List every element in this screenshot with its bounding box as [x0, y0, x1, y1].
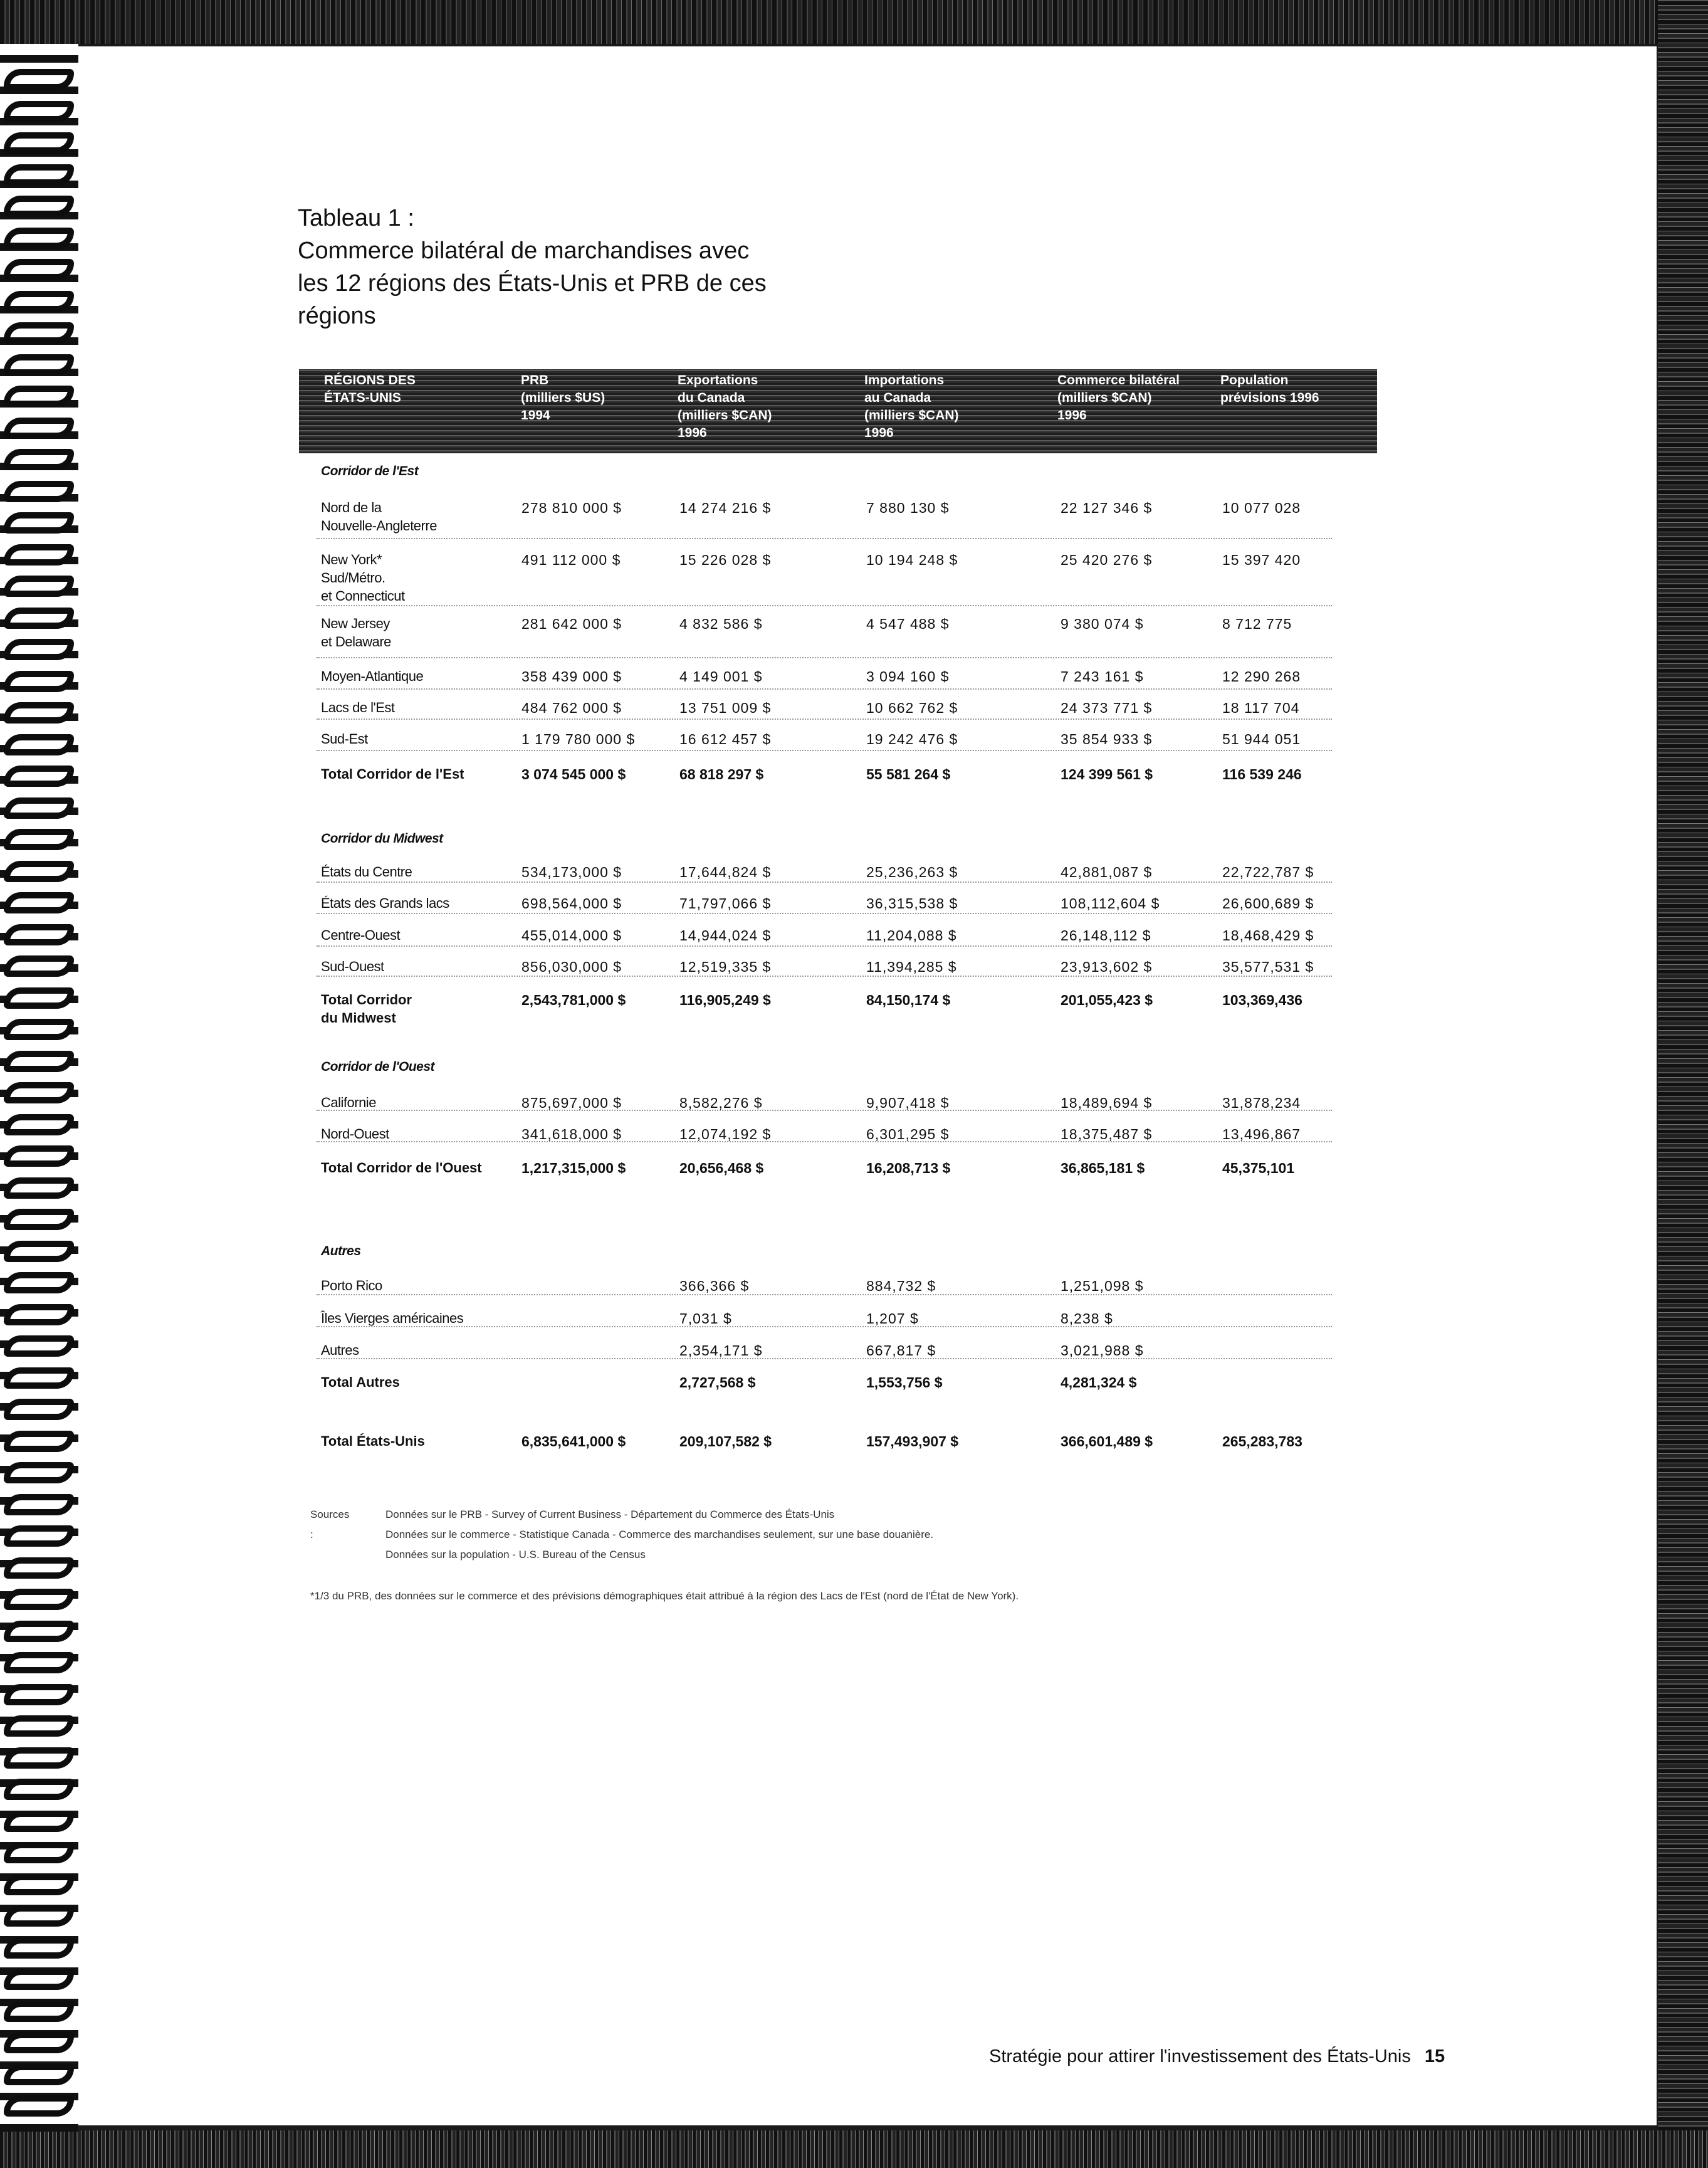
table-cell: 209,107,582 $ — [679, 1433, 772, 1450]
spiral-coil — [4, 955, 74, 977]
title-line: Tableau 1 : — [298, 205, 414, 231]
row-label-line: Nord-Ouest — [321, 1126, 389, 1142]
table-cell: 534,173,000 $ — [521, 864, 622, 880]
spiral-coil — [4, 576, 74, 597]
sources-line: Données sur la population - U.S. Bureau of the Census — [385, 1549, 646, 1560]
table-cell: 11,394,285 $ — [866, 959, 957, 975]
spiral-coil — [4, 797, 74, 819]
table-cell: 18 117 704 — [1222, 700, 1300, 716]
spiral-coil — [4, 386, 74, 407]
table-title — [298, 202, 862, 332]
title-line: les 12 régions des États-Unis et PRB de ces — [298, 270, 767, 297]
row-label-line: Sud-Est — [321, 731, 368, 747]
table-cell: 455,014,000 $ — [521, 927, 622, 944]
table-cell: 18,468,429 $ — [1222, 927, 1314, 944]
section-heading: Corridor de l'Est — [321, 464, 419, 478]
spiral-coil — [4, 1652, 74, 1673]
spiral-coil — [4, 861, 74, 882]
spiral-coil — [4, 924, 74, 945]
spiral-coil — [4, 1019, 74, 1040]
table-cell: 84,150,174 $ — [866, 992, 951, 1008]
table-cell: 4 832 586 $ — [679, 616, 763, 632]
spiral-coil — [4, 512, 74, 534]
spiral-coil — [4, 1367, 74, 1389]
table-cell: 1,553,756 $ — [866, 1374, 943, 1391]
table-cell: 15 226 028 $ — [679, 552, 772, 568]
spiral-coil — [4, 2001, 74, 2022]
table-cell: 19 242 476 $ — [866, 731, 958, 747]
table-cell: 10 194 248 $ — [866, 552, 958, 568]
spiral-coil — [4, 354, 74, 376]
section-heading: Corridor de l'Ouest — [321, 1060, 435, 1074]
row-label-line: Porto Rico — [321, 1278, 382, 1293]
table-cell: 2,543,781,000 $ — [521, 992, 626, 1008]
spiral-coil — [4, 892, 74, 913]
table-cell: 18,489,694 $ — [1061, 1095, 1153, 1111]
spiral-coil — [4, 1589, 74, 1610]
spiral-coil — [4, 2095, 74, 2117]
table-header — [299, 369, 1377, 453]
table-cell: 31,878,234 — [1222, 1095, 1301, 1111]
table-cell: 3 094 160 $ — [866, 668, 950, 685]
table-cell: 35 854 933 $ — [1061, 731, 1153, 747]
column-header-line: RÉGIONS DES — [324, 373, 416, 387]
spiral-coil — [4, 1874, 74, 1895]
column-header-line: 1996 — [864, 426, 894, 440]
spiral-coil — [4, 829, 74, 850]
section-heading: Corridor du Midwest — [321, 831, 443, 846]
spiral-coil — [4, 1747, 74, 1769]
table-cell: 1,207 $ — [866, 1310, 919, 1327]
spiral-coil — [4, 987, 74, 1009]
spiral-coil — [4, 164, 74, 186]
spiral-coil — [4, 1621, 74, 1642]
spiral-coil — [4, 1241, 74, 1262]
table-cell: 71,797,066 $ — [679, 895, 772, 912]
table-cell: 8,238 $ — [1061, 1310, 1113, 1327]
table-cell: 281 642 000 $ — [521, 616, 622, 632]
column-header-line: prévisions 1996 — [1220, 391, 1319, 405]
spiral-coil — [4, 228, 74, 249]
table-cell: 278 810 000 $ — [521, 500, 622, 516]
spiral-coil — [4, 322, 74, 344]
row-label-line: États des Grands lacs — [321, 895, 449, 911]
row-label-line: Sud/Métro. — [321, 570, 385, 586]
table-cell: 15 397 420 — [1222, 552, 1301, 568]
column-header-line: (milliers $CAN) — [864, 408, 959, 423]
column-header — [521, 372, 605, 424]
spiral-coil — [4, 1905, 74, 1927]
column-header-line: Importations — [864, 373, 945, 387]
footer-title: Stratégie pour attirer l'investissement des États-Unis — [989, 2046, 1411, 2066]
table-cell: 42,881,087 $ — [1061, 864, 1153, 880]
spiral-coil — [4, 1842, 74, 1863]
table-cell: 698,564,000 $ — [521, 895, 622, 912]
table-cell: 25,236,263 $ — [866, 864, 958, 880]
table-cell: 3,021,988 $ — [1061, 1342, 1144, 1359]
table-cell: 6,835,641,000 $ — [521, 1433, 626, 1450]
page-footer — [989, 2046, 1445, 2067]
spiral-coil — [4, 2064, 74, 2085]
table-cell: 366,366 $ — [679, 1278, 750, 1294]
row-label-line: Moyen-Atlantique — [321, 668, 424, 684]
column-header-line: (milliers $US) — [521, 391, 605, 405]
sources-line: Données sur le PRB - Survey of Current Business - Département du Commerce des États-Unis — [385, 1508, 835, 1520]
scan-border-right — [1658, 0, 1708, 2168]
spiral-coil — [4, 418, 74, 439]
table-cell: 23,913,602 $ — [1061, 959, 1153, 975]
table-cell: 2,354,171 $ — [679, 1342, 763, 1359]
spiral-coil — [4, 1304, 74, 1325]
column-header — [324, 372, 416, 407]
table-cell: 12,519,335 $ — [679, 959, 772, 975]
table-cell: 10 077 028 — [1222, 500, 1301, 516]
table-cell: 1,251,098 $ — [1061, 1278, 1144, 1294]
column-header-line: 1996 — [678, 426, 707, 440]
spiral-coil — [4, 1114, 74, 1135]
table-cell: 26,148,112 $ — [1061, 927, 1151, 944]
spiral-coil — [4, 608, 74, 629]
spiral-coil — [4, 1969, 74, 1990]
row-label-line: Total États-Unis — [321, 1433, 425, 1449]
spiral-coil — [4, 2032, 74, 2053]
spiral-coil — [4, 101, 74, 122]
spiral-coil — [4, 196, 74, 217]
column-header — [864, 372, 959, 442]
row-label-line: Sud-Ouest — [321, 959, 384, 974]
column-header-line: Exportations — [678, 373, 758, 387]
table-cell: 26,600,689 $ — [1222, 895, 1314, 912]
table-cell: 55 581 264 $ — [866, 766, 951, 782]
table-cell: 1 179 780 000 $ — [521, 731, 636, 747]
row-label-line: Total Corridor de l'Ouest — [321, 1160, 482, 1176]
spiral-coil — [4, 1051, 74, 1072]
row-label-line: New York* — [321, 552, 382, 567]
row-label-line: et Connecticut — [321, 588, 405, 604]
spiral-coil — [4, 1494, 74, 1515]
table-cell: 358 439 000 $ — [521, 668, 622, 685]
column-header — [678, 372, 772, 442]
spiral-coil — [4, 1557, 74, 1579]
row-label-line: Lacs de l'Est — [321, 700, 395, 715]
column-header — [1220, 372, 1319, 407]
row-label-line: Centre-Ouest — [321, 927, 401, 943]
table-cell: 22 127 346 $ — [1061, 500, 1153, 516]
column-header-line: (milliers $CAN) — [1057, 391, 1152, 405]
table-cell: 8,582,276 $ — [679, 1095, 763, 1111]
spiral-coil — [4, 639, 74, 660]
row-label-line: Total Autres — [321, 1374, 400, 1390]
table-cell: 16,208,713 $ — [866, 1160, 951, 1176]
table-cell: 18,375,487 $ — [1061, 1126, 1153, 1142]
column-header-line: 1994 — [521, 408, 550, 423]
table-cell: 108,112,604 $ — [1061, 895, 1160, 912]
table-cell: 8 712 775 — [1222, 616, 1292, 632]
table-cell: 9,907,418 $ — [866, 1095, 950, 1111]
table-cell: 4,281,324 $ — [1061, 1374, 1137, 1391]
footnote: *1/3 du PRB, des données sur le commerce et des prévisions démographiques était attribué à la région des Lacs de l'Est (nord de l'État de New York). — [310, 1590, 1019, 1602]
table-cell: 22,722,787 $ — [1222, 864, 1314, 880]
column-header-line: PRB — [521, 373, 549, 387]
column-header-line: Population — [1220, 373, 1289, 387]
spiral-coil — [4, 132, 74, 154]
column-header-line: du Canada — [678, 391, 745, 405]
table-cell: 3 074 545 000 $ — [521, 766, 626, 782]
table-cell: 201,055,423 $ — [1061, 992, 1153, 1008]
column-header — [1057, 372, 1180, 424]
spiral-coil — [4, 1715, 74, 1737]
spiral-coil — [4, 259, 74, 280]
spiral-coil — [4, 766, 74, 787]
row-label-line: Californie — [321, 1095, 376, 1110]
spiral-coil — [4, 544, 74, 566]
spiral-coil — [4, 1335, 74, 1357]
spiral-binding — [0, 44, 78, 2132]
table-cell: 484 762 000 $ — [521, 700, 622, 716]
table-cell: 116 539 246 — [1222, 766, 1302, 782]
section-heading: Autres — [321, 1244, 361, 1258]
table-cell: 9 380 074 $ — [1061, 616, 1144, 632]
spiral-coil — [4, 1811, 74, 1832]
sources-line: Données sur le commerce - Statistique Canada - Commerce des marchandises seulement, sur une base douanière. — [385, 1529, 934, 1540]
column-header-line: Commerce bilatéral — [1057, 373, 1180, 387]
table-cell: 103,369,436 — [1222, 992, 1302, 1008]
table-cell: 7 880 130 $ — [866, 500, 950, 516]
scan-border-bottom — [0, 2130, 1708, 2168]
row-label-line: du Midwest — [321, 1010, 396, 1026]
table-cell: 20,656,468 $ — [679, 1160, 764, 1176]
column-header-line: (milliers $CAN) — [678, 408, 772, 423]
spiral-coil — [4, 1082, 74, 1103]
table-cell: 24 373 771 $ — [1061, 700, 1153, 716]
table-cell: 14,944,024 $ — [679, 927, 772, 944]
table-cell: 12,074,192 $ — [679, 1126, 772, 1142]
table-cell: 875,697,000 $ — [521, 1095, 622, 1111]
table-cell: 7,031 $ — [679, 1310, 732, 1327]
spiral-coil — [4, 1431, 74, 1452]
title-line: Commerce bilatéral de marchandises avec — [298, 238, 750, 264]
spiral-coil — [4, 1525, 74, 1547]
table-cell: 14 274 216 $ — [679, 500, 772, 516]
table-cell: 25 420 276 $ — [1061, 552, 1153, 568]
spiral-coil — [4, 1209, 74, 1230]
spiral-coil — [4, 1937, 74, 1959]
table-cell: 35,577,531 $ — [1222, 959, 1314, 975]
column-header-line: 1996 — [1057, 408, 1087, 423]
page — [36, 46, 1657, 2125]
table-cell: 17,644,824 $ — [679, 864, 772, 880]
row-label-line: États du Centre — [321, 864, 412, 880]
table-cell: 16 612 457 $ — [679, 731, 772, 747]
table-cell: 366,601,489 $ — [1061, 1433, 1153, 1450]
spiral-coil — [4, 1399, 74, 1420]
row-label-line: Îles Vierges américaines — [321, 1310, 464, 1326]
table-cell: 265,283,783 — [1222, 1433, 1302, 1450]
table-cell: 124 399 561 $ — [1061, 766, 1153, 782]
column-header-line: au Canada — [864, 391, 931, 405]
table-cell: 6,301,295 $ — [866, 1126, 950, 1142]
spiral-coil — [4, 291, 74, 312]
spiral-coil — [4, 481, 74, 502]
sources-label: Sources : — [310, 1508, 350, 1540]
table-cell: 856,030,000 $ — [521, 959, 622, 975]
row-label-line: Nouvelle-Angleterre — [321, 518, 437, 534]
table-cell: 45,375,101 — [1222, 1160, 1295, 1176]
scan-border-top — [0, 0, 1708, 44]
table-cell: 116,905,249 $ — [679, 992, 771, 1008]
spiral-coil — [4, 1779, 74, 1800]
table-cell: 884,732 $ — [866, 1278, 936, 1294]
table-cell: 13 751 009 $ — [679, 700, 772, 716]
row-label-line: Total Corridor — [321, 992, 412, 1008]
row-label-line: et Delaware — [321, 634, 391, 650]
row-label-line: Autres — [321, 1342, 359, 1358]
table-cell: 4 547 488 $ — [866, 616, 950, 632]
table-cell: 1,217,315,000 $ — [521, 1160, 626, 1176]
spiral-coil — [4, 702, 74, 724]
table-cell: 7 243 161 $ — [1061, 668, 1144, 685]
row-label-line: Nord de la — [321, 500, 382, 515]
table-cell: 10 662 762 $ — [866, 700, 958, 716]
table-cell: 2,727,568 $ — [679, 1374, 756, 1391]
row-label-line: Total Corridor de l'Est — [321, 766, 464, 782]
row-label-line: New Jersey — [321, 616, 390, 631]
spiral-coil — [4, 1684, 74, 1705]
spiral-coil — [4, 1272, 74, 1293]
spiral-coil — [4, 1177, 74, 1199]
table-cell: 51 944 051 — [1222, 731, 1301, 747]
table-cell: 36,865,181 $ — [1061, 1160, 1145, 1176]
table-cell: 491 112 000 $ — [521, 552, 621, 568]
table-cell: 667,817 $ — [866, 1342, 936, 1359]
spiral-coil — [4, 734, 74, 755]
table-cell: 68 818 297 $ — [679, 766, 764, 782]
spiral-coil — [4, 69, 74, 90]
table-cell: 341,618,000 $ — [521, 1126, 622, 1142]
table-cell: 157,493,907 $ — [866, 1433, 959, 1450]
table-cell: 13,496,867 — [1222, 1126, 1301, 1142]
table-cell: 11,204,088 $ — [866, 927, 957, 944]
table-cell: 36,315,538 $ — [866, 895, 958, 912]
table-cell: 12 290 268 — [1222, 668, 1301, 685]
title-line: régions — [298, 303, 376, 329]
spiral-coil — [4, 449, 74, 470]
table-cell: 4 149 001 $ — [679, 668, 763, 685]
spiral-coil — [4, 671, 74, 692]
page-number: 15 — [1424, 2046, 1445, 2066]
spiral-coil — [4, 1145, 74, 1167]
spiral-coil — [4, 1462, 74, 1483]
column-header-line: ÉTATS-UNIS — [324, 391, 401, 405]
